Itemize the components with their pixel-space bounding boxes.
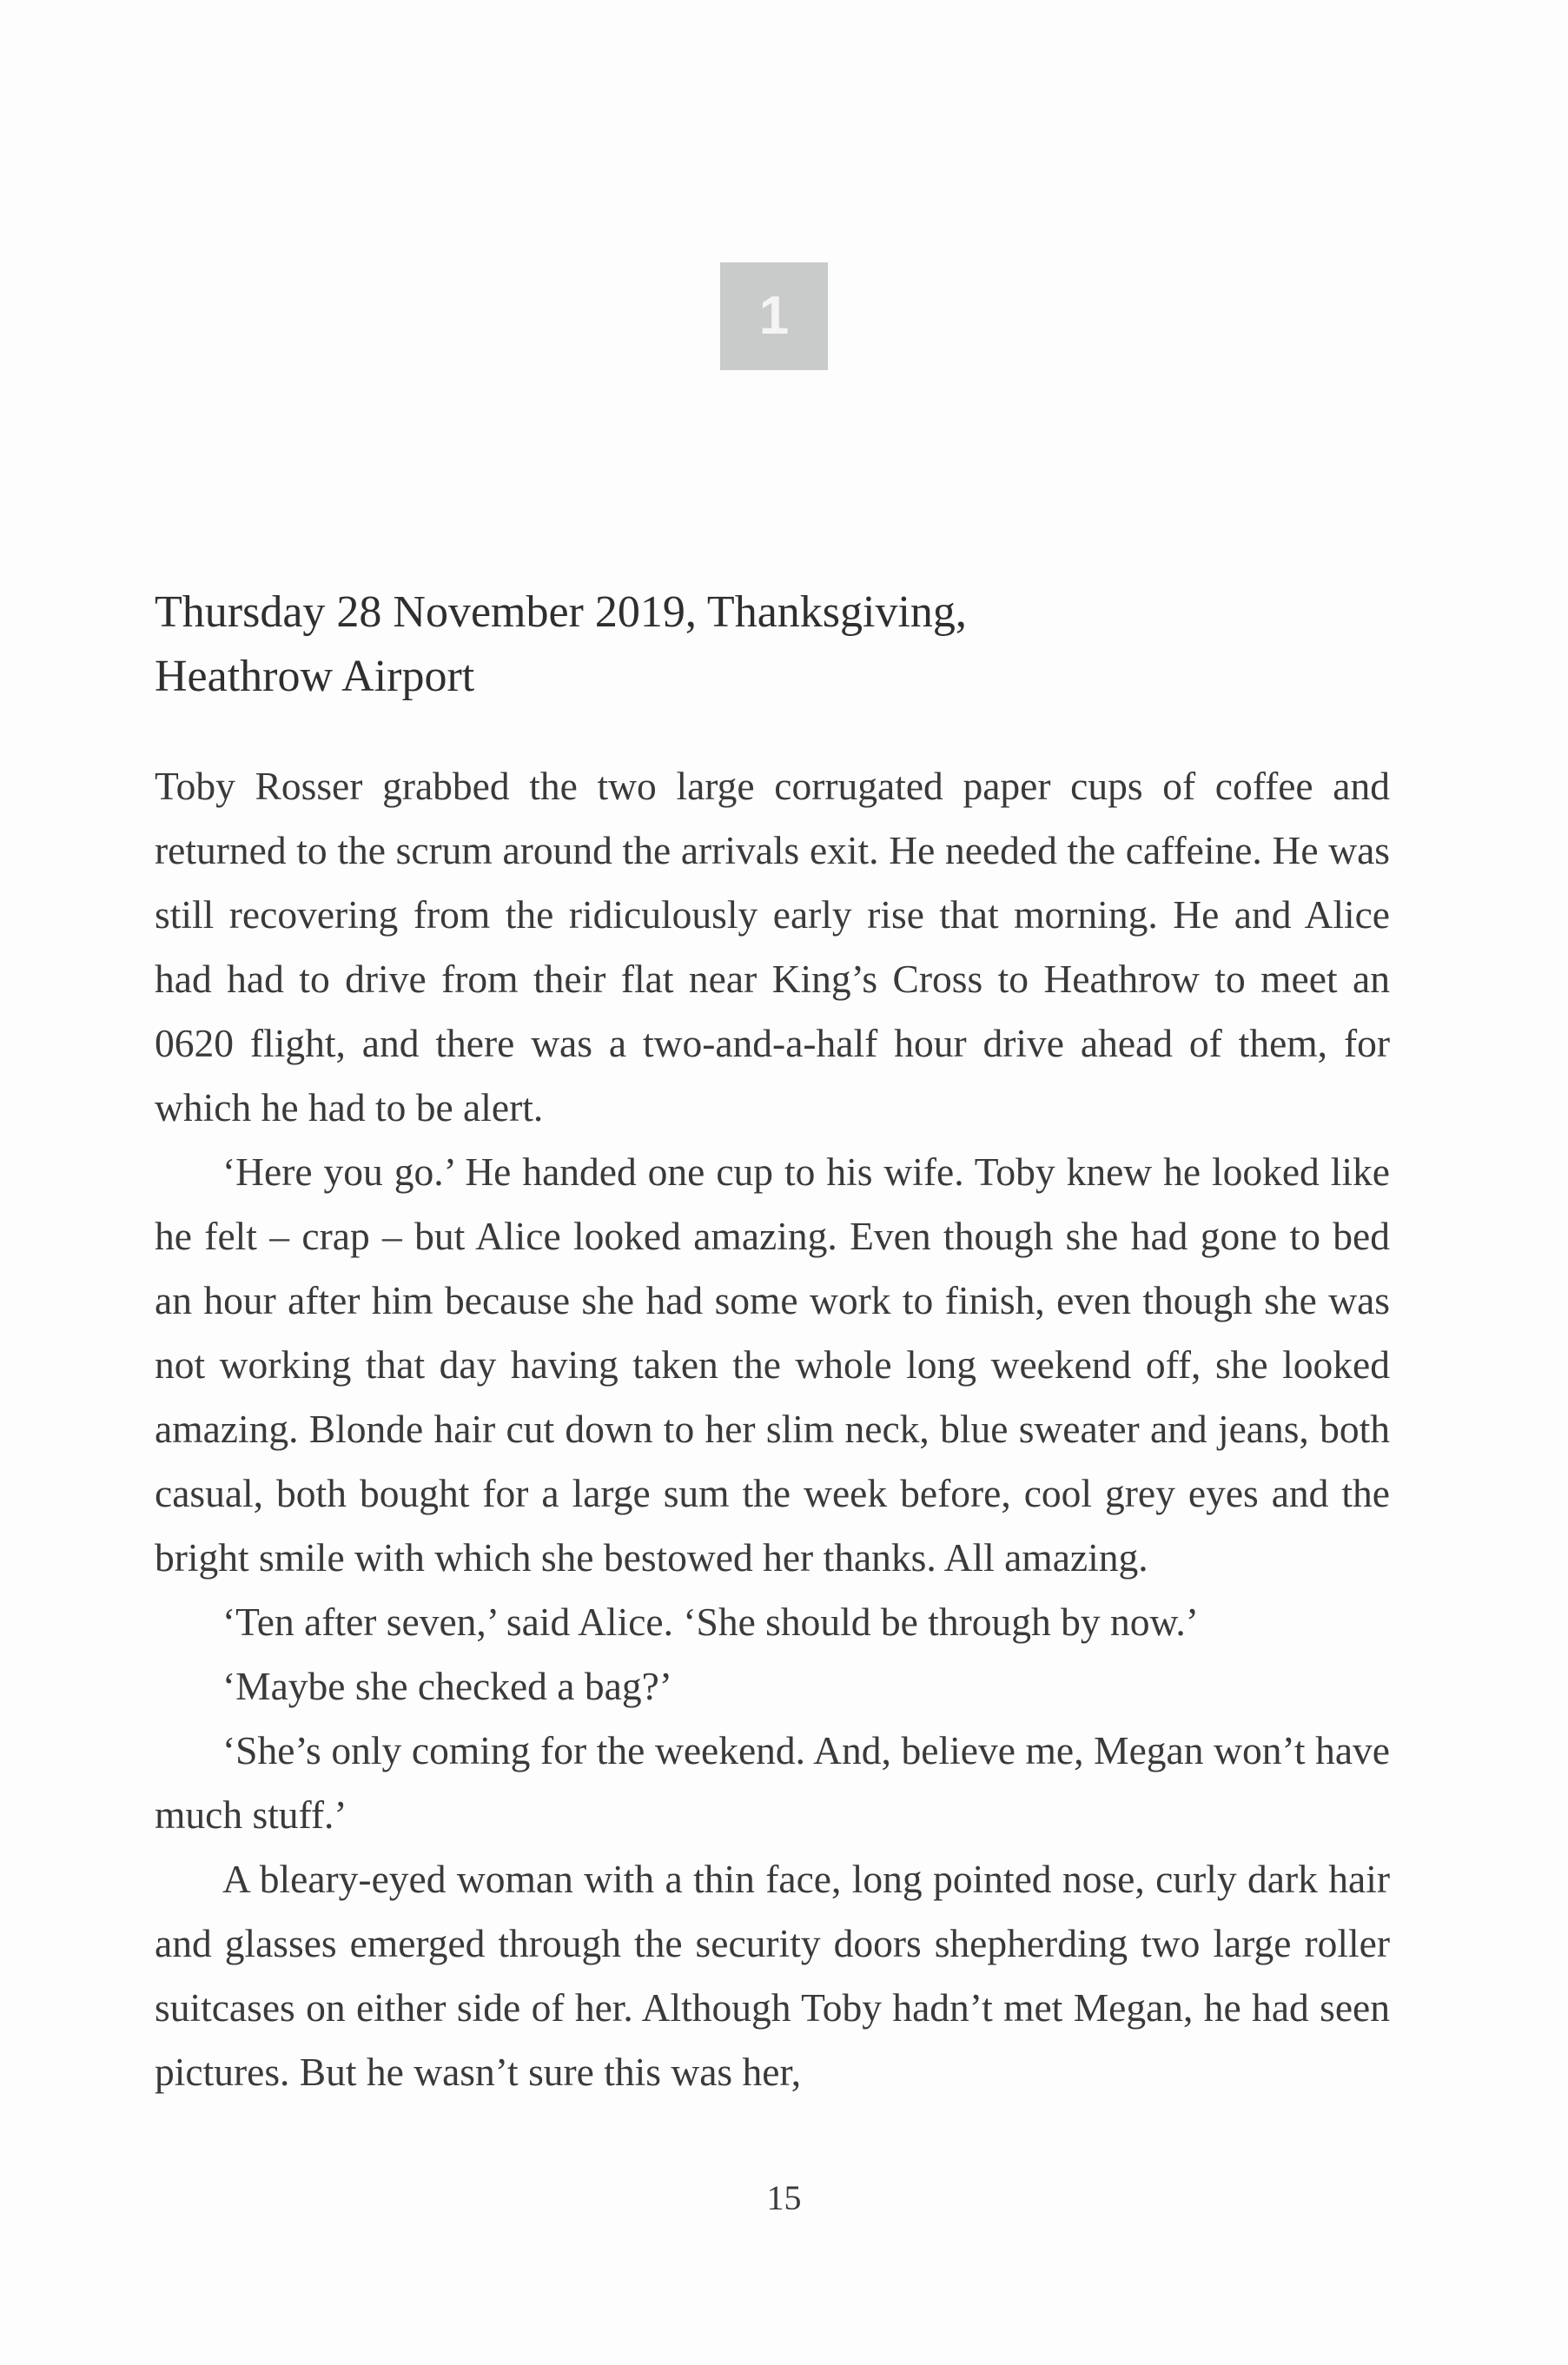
- paragraph: ‘She’s only coming for the weekend. And, believe me, Megan won’t have much stuff.’: [155, 1728, 1390, 1837]
- body-text: [155, 754, 1390, 2104]
- paragraph: ‘Ten after seven,’ said Alice. ‘She should be through by now.’: [222, 1600, 1199, 1644]
- paragraph: ‘Here you go.’ He handed one cup to his wife. Toby knew he looked like he felt – crap – but Alice looked amazing. Even though she had gone to bed an hour after him because she had some work to finish, even though she was not working that day having taken the whole long weekend off, she looked amazing. Blonde hair cut down to her slim neck, blue sweater and jeans, both casual, both bought for a large sum the week before, cool grey eyes and the bright smile with which she bestowed her thanks. All amazing.: [155, 1149, 1390, 1580]
- chapter-number-box: [720, 262, 828, 370]
- page-number: 15: [766, 2178, 802, 2217]
- chapter-heading: [155, 580, 1414, 709]
- paragraph: ‘Maybe she checked a bag?’: [222, 1664, 672, 1708]
- paragraph: A bleary-eyed woman with a thin face, long pointed nose, curly dark hair and glasses emerged through the security doors shepherding two large roller suitcases on either side of her. Although Toby hadn’t met Megan, he had seen pictures. But he wasn’t sure this was her,: [155, 1857, 1390, 2094]
- heading-location-line: Heathrow Airport: [155, 652, 475, 701]
- chapter-number: 1: [758, 286, 790, 346]
- paragraph: Toby Rosser grabbed the two large corrugated paper cups of coffee and returned to the scrum around the arrivals exit. He needed the caffeine. He was still recovering from the ridiculously early rise that morning. He and Alice had had to drive from their flat near King’s Cross to Heathrow to meet an 0620 flight, and there was a two-and-a-half hour drive ahead of them, for which he had to be alert.: [155, 764, 1390, 1130]
- heading-date-line: Thursday 28 November 2019, Thanksgiving,: [155, 587, 967, 637]
